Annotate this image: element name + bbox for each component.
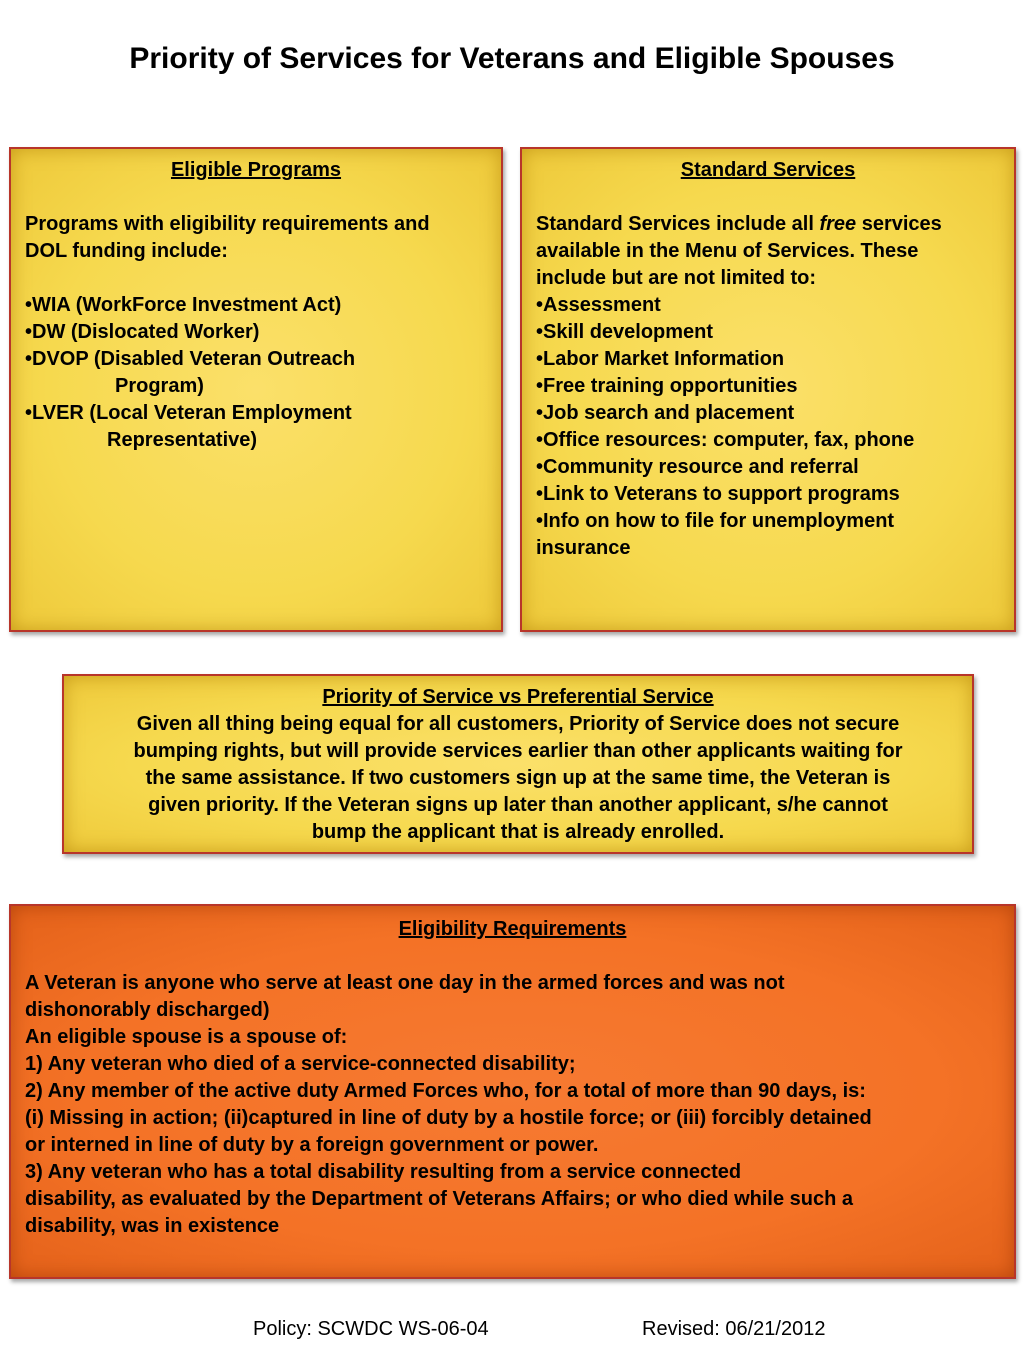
eligible-programs-heading: Eligible Programs (170, 159, 342, 181)
program-item-lver: •LVER (Local Veteran Employment (25, 402, 352, 424)
service-item: •Office resources: computer, fax, phone (536, 429, 915, 451)
requirement-line: 2) Any member of the active duty Armed Forces who, for a total of more than 90 days, is: (25, 1080, 866, 1102)
program-item-wia: •WIA (WorkForce Investment Act) (25, 294, 342, 316)
standard-services-intro-line: include but are not limited to: (536, 267, 816, 289)
priority-service-line: bumping rights, but will provide services earlier than other applicants waiting for (133, 740, 903, 762)
policy-number: Policy: SCWDC WS-06-04 (253, 1318, 489, 1340)
requirement-line: 3) Any veteran who has a total disability resulting from a service connected (25, 1161, 742, 1183)
eligible-programs-intro-line: DOL funding include: (25, 240, 228, 262)
standard-services-intro-line: available in the Menu of Services. These (536, 240, 919, 262)
requirement-line: An eligible spouse is a spouse of: (25, 1026, 348, 1048)
requirement-line: disability, was in existence (25, 1215, 280, 1237)
priority-service-panel (62, 674, 974, 854)
eligible-programs-intro-line: Programs with eligibility requirements and (25, 213, 430, 235)
priority-service-line: bump the applicant that is already enrolled. (311, 821, 725, 843)
service-item: •Labor Market Information (536, 348, 785, 370)
service-item: •Free training opportunities (536, 375, 798, 397)
standard-services-intro-line (536, 211, 1000, 238)
service-item: •Job search and placement (536, 402, 795, 424)
priority-service-line: given priority. If the Veteran signs up later than another applicant, s/he cannot (148, 794, 888, 816)
service-item: •Assessment (536, 294, 661, 316)
standard-services-panel (520, 147, 1016, 632)
page-title: Priority of Services for Veterans and Eligible Spouses (129, 42, 895, 75)
requirement-line: A Veteran is anyone who serve at least one day in the armed forces and was not (25, 972, 785, 994)
requirement-line: (i) Missing in action; (ii)captured in line of duty by a hostile force; or (iii) forcibly detained (25, 1107, 872, 1129)
service-item: •Link to Veterans to support programs (536, 483, 900, 505)
eligibility-requirements-panel (9, 904, 1016, 1279)
eligible-programs-panel (9, 147, 503, 632)
program-item-dvop: •DVOP (Disabled Veteran Outreach (25, 348, 356, 370)
service-item: •Info on how to file for unemployment (536, 510, 895, 532)
priority-service-line: Given all thing being equal for all customers, Priority of Service does not secure (136, 713, 900, 735)
requirement-line: dishonorably discharged) (25, 999, 270, 1021)
program-item-dw: •DW (Dislocated Worker) (25, 321, 260, 343)
revised-date: Revised: 06/21/2012 (642, 1318, 826, 1340)
eligibility-requirements-heading: Eligibility Requirements (398, 918, 627, 940)
intro-text: Standard Services include all (536, 213, 820, 235)
service-item-cont: insurance (536, 537, 631, 559)
priority-service-line: the same assistance. If two customers sign up at the same time, the Veteran is (145, 767, 891, 789)
program-item-lver-cont: Representative) (107, 429, 258, 451)
program-item-dvop-cont: Program) (115, 375, 204, 397)
free-emphasis: free (819, 213, 857, 235)
intro-text: services (856, 213, 942, 235)
requirement-line: or interned in line of duty by a foreign government or power. (25, 1134, 599, 1156)
service-item: •Skill development (536, 321, 714, 343)
service-item: •Community resource and referral (536, 456, 859, 478)
requirement-line: disability, as evaluated by the Department of Veterans Affairs; or who died while such a (25, 1188, 853, 1210)
priority-service-heading: Priority of Service vs Preferential Service (322, 686, 714, 708)
standard-services-heading: Standard Services (680, 159, 856, 181)
requirement-line: 1) Any veteran who died of a service-connected disability; (25, 1053, 576, 1075)
